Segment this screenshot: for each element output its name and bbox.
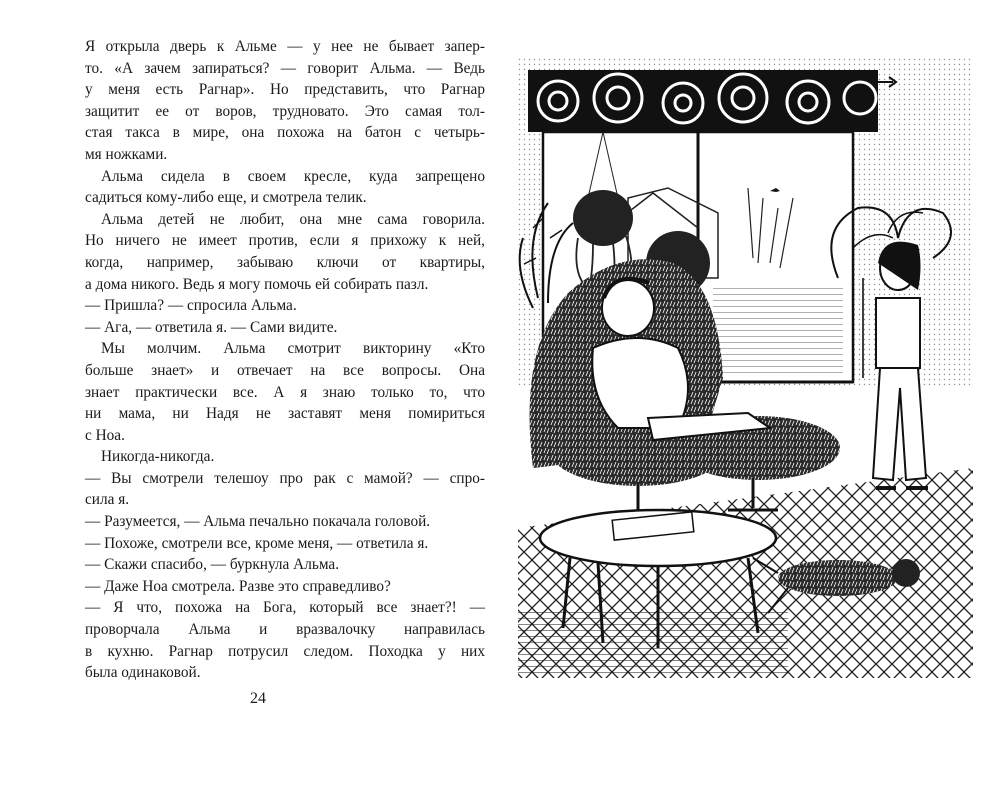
text-line: мя ножками. xyxy=(85,145,168,163)
text-line: а дома никого. Ведь я могу помочь ей собирать пазл. xyxy=(85,275,429,293)
text-line: — Скажи спасибо, — буркнула Альма. xyxy=(85,556,340,574)
text-line: Никогда-никогда. xyxy=(101,448,215,466)
page-number: 24 xyxy=(250,690,266,707)
text-line: — Я что, похожа на Бога, который все знает?! — xyxy=(85,599,485,617)
text-line: больше знает» и отвечает на все вопросы. Она xyxy=(85,361,485,379)
text-line: Но ничего не имеет против, если я прихожу к ней, xyxy=(85,232,485,250)
illustration-living-room xyxy=(508,48,978,688)
paragraph xyxy=(85,36,485,166)
text-line: была одинаковой. xyxy=(85,664,201,682)
text-line: ни мама, ни Надя не заставят меня помириться xyxy=(85,405,485,423)
paragraph xyxy=(85,511,485,533)
text-line: знает практически все. А я знаю только то, что xyxy=(85,383,485,401)
paragraph xyxy=(85,533,485,555)
text-line: — Вы смотрели телешоу про рак с мамой? — спро- xyxy=(85,469,485,487)
paragraph xyxy=(85,295,485,317)
text-line: стая такса в мире, она похожа на батон с четырь- xyxy=(85,124,485,142)
text-line: с Ноа. xyxy=(85,426,125,444)
paragraph xyxy=(85,317,485,339)
text-line: защитит ее от воров, трудновато. Это самая тол- xyxy=(85,102,485,120)
text-line: — Ага, — ответила я. — Сами видите. xyxy=(85,318,338,336)
paragraph xyxy=(85,209,485,295)
paragraph xyxy=(85,338,485,446)
text-line: Мы молчим. Альма смотрит викторину «Кто xyxy=(101,340,485,358)
curtain-valance xyxy=(528,70,896,132)
paragraph xyxy=(85,554,485,576)
text-line: сила я. xyxy=(85,491,130,509)
text-line: в кухню. Рагнар потрусил следом. Походка у них xyxy=(85,642,485,660)
text-line: Альма детей не любит, она мне сама говорила. xyxy=(101,210,485,228)
paragraph xyxy=(85,576,485,598)
text-line: Я открыла дверь к Альме — у нее не бывает запер- xyxy=(85,38,485,55)
text-line: — Разумеется, — Альма печально покачала головой. xyxy=(85,513,431,531)
text-line: — Похоже, смотрели все, кроме меня, — ответила я. xyxy=(85,534,429,552)
paragraph xyxy=(85,468,485,511)
text-line: у меня есть Рагнар». Но представить, что Рагнар xyxy=(85,81,485,99)
text-line: — Пришла? — спросила Альма. xyxy=(85,297,297,315)
text-line: проворчала Альма и вразвалочку направилась xyxy=(85,621,485,639)
text-line: когда, например, забываю ключи от квартиры, xyxy=(85,253,485,271)
paragraph xyxy=(85,446,485,468)
text-line: то. «А зачем запираться? — говорит Альма. — Ведь xyxy=(85,59,485,77)
girl-figure xyxy=(873,242,928,488)
paragraph xyxy=(85,166,485,209)
text-column xyxy=(85,36,485,684)
text-line: Альма сидела в своем кресле, куда запрещено xyxy=(101,167,485,185)
text-line: — Даже Ноа смотрела. Разве это справедливо? xyxy=(85,577,391,595)
paragraph xyxy=(85,597,485,683)
text-line: садиться кому-либо еще, и смотрела телик. xyxy=(85,189,367,207)
